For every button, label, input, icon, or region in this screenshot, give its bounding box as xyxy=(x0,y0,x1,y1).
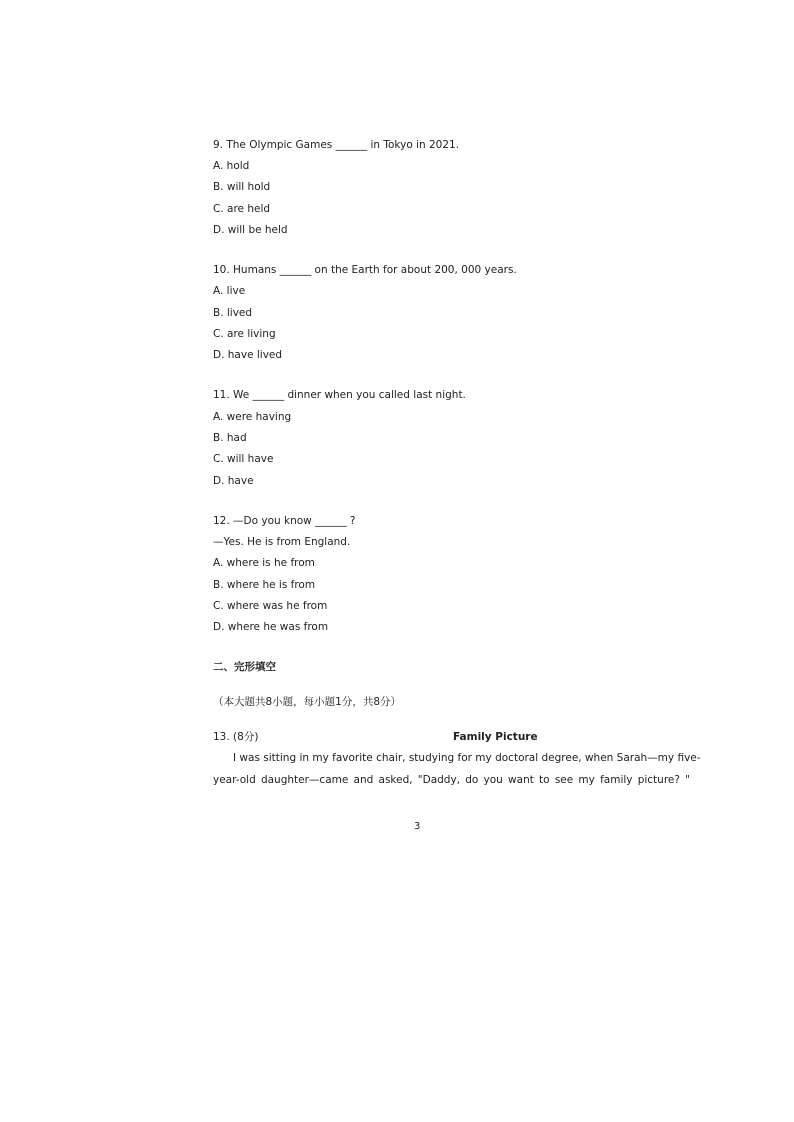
question-11-option-a: A. were having xyxy=(213,411,292,423)
question-11-stem: 11. We ______ dinner when you called last night. xyxy=(213,389,466,401)
question-10-stem: 10. Humans ______ on the Earth for about 200, 000 years. xyxy=(213,264,517,276)
passage-title: Family Picture xyxy=(453,731,538,743)
question-9-option-b: B. will hold xyxy=(213,181,271,193)
question-9-stem: 9. The Olympic Games ______ in Tokyo in 2021. xyxy=(213,139,460,151)
question-12-stem: 12. —Do you know ______ ? xyxy=(213,515,356,527)
page-number: 3 xyxy=(414,821,421,832)
question-12-option-b: B. where he is from xyxy=(213,579,316,591)
question-12-option-d: D. where he was from xyxy=(213,621,329,633)
question-11-option-b: B. had xyxy=(213,432,247,444)
passage-line-2: year-old daughter—came and asked, "Daddy, do you want to see my family picture? " xyxy=(213,774,690,786)
question-9-option-c: C. are held xyxy=(213,203,271,215)
question-10-option-b: B. lived xyxy=(213,307,253,319)
question-10-option-c: C. are living xyxy=(213,328,276,340)
question-10-option-d: D. have lived xyxy=(213,349,283,361)
section-heading: 二、完形填空 xyxy=(213,661,276,673)
question-9-option-a: A. hold xyxy=(213,160,250,172)
question-12-option-a: A. where is he from xyxy=(213,557,315,569)
question-11-option-c: C. will have xyxy=(213,453,274,465)
question-10-option-a: A. live xyxy=(213,285,246,297)
question-12-dialogue-reply: —Yes. He is from England. xyxy=(213,536,351,548)
section-note: （本大题共8小题，每小题1分，共8分） xyxy=(213,696,402,708)
question-13-label: 13. (8分) xyxy=(213,731,259,743)
question-11-option-d: D. have xyxy=(213,475,254,487)
passage-line-1: I was sitting in my favorite chair, studying for my doctoral degree, when Sarah—my five- xyxy=(233,752,701,764)
question-9-option-d: D. will be held xyxy=(213,224,288,236)
question-12-option-c: C. where was he from xyxy=(213,600,328,612)
